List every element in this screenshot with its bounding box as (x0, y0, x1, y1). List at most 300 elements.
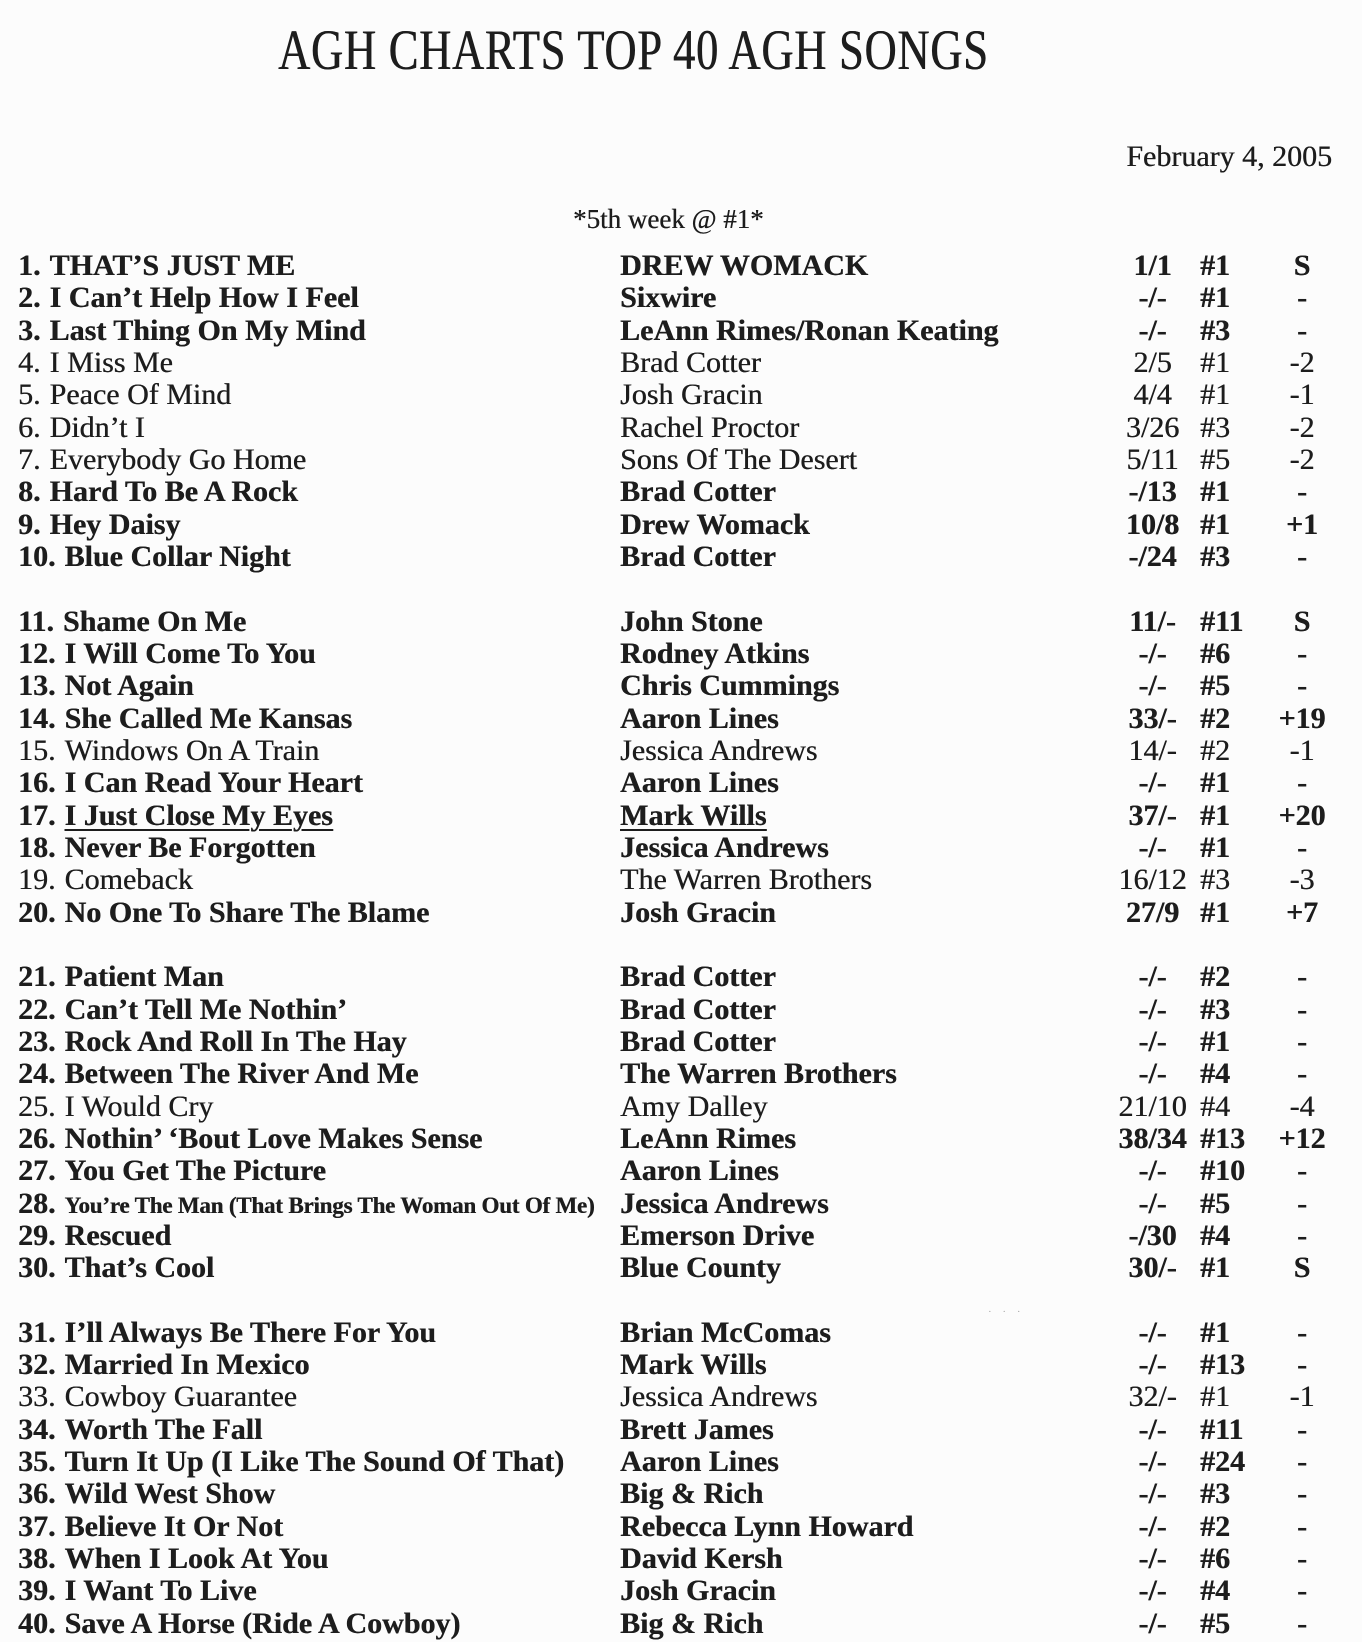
song-peak: #13 (1200, 1348, 1245, 1382)
song-rank: 22. (18, 993, 56, 1026)
song-weeks: 38/34 (1118, 1121, 1187, 1155)
song-change: - (1297, 1348, 1307, 1382)
song-peak: #1 (1200, 378, 1230, 412)
song-change: - (1297, 1412, 1307, 1446)
song-weeks: 1/1 (1133, 249, 1172, 282)
song-title-cell (0, 1349, 620, 1381)
chart-row (0, 476, 1362, 508)
song-peak: #1 (1200, 798, 1230, 832)
song-change: -1 (1289, 1380, 1315, 1414)
song-rank: 17. (18, 799, 56, 832)
song-artist: Blue County (620, 1251, 781, 1285)
chart-row (0, 1414, 1362, 1446)
song-title: Save A Horse (Ride A Cowboy) (64, 1607, 461, 1640)
song-title: I Just Close My Eyes (64, 799, 333, 832)
chart-row (0, 638, 1362, 670)
song-weeks: -/- (1138, 992, 1167, 1026)
song-change: - (1297, 992, 1307, 1026)
song-peak: #3 (1200, 863, 1230, 897)
song-title-cell (0, 509, 620, 541)
song-weeks: 21/10 (1118, 1089, 1187, 1123)
song-weeks: -/- (1138, 1348, 1167, 1382)
song-rank: 2. (18, 282, 41, 315)
song-title: Turn It Up (I Like The Sound Of That) (64, 1446, 565, 1479)
song-title: Didn’t I (49, 411, 145, 444)
song-title-cell (0, 1543, 620, 1575)
song-title-cell (0, 1123, 620, 1155)
song-peak: #4 (1200, 1057, 1230, 1091)
song-title-cell (0, 1058, 620, 1090)
song-rank: 7. (18, 443, 41, 476)
song-weeks: -/- (1138, 1154, 1167, 1188)
chart-row (0, 961, 1362, 993)
song-change: +20 (1278, 798, 1326, 832)
chart-row (0, 347, 1362, 379)
song-peak: #11 (1200, 604, 1244, 638)
chart-row (0, 1575, 1362, 1607)
song-title-cell (0, 638, 620, 670)
song-title-cell (0, 1414, 620, 1446)
song-change: - (1297, 636, 1307, 670)
chart-row (0, 412, 1362, 444)
song-change: S (1293, 249, 1311, 282)
song-peak: #3 (1200, 313, 1230, 347)
chart-row (0, 379, 1362, 411)
song-title: You Get The Picture (64, 1155, 326, 1188)
song-rank: 3. (18, 314, 41, 347)
song-rank: 32. (18, 1349, 56, 1382)
song-weeks: -/- (1138, 1057, 1167, 1091)
week-note: *5th week @ #1* (573, 204, 764, 234)
song-rank: 40. (18, 1607, 56, 1640)
song-peak: #1 (1200, 475, 1230, 509)
song-peak: #1 (1200, 766, 1230, 800)
song-title: You’re The Man (That Brings The Woman Out Of Me) (64, 1192, 595, 1218)
song-weeks: 27/9 (1125, 895, 1180, 929)
song-rank: 37. (18, 1510, 56, 1543)
song-weeks: 11/- (1129, 604, 1176, 638)
song-artist: Chris Cummings (620, 669, 840, 703)
song-weeks: 30/- (1128, 1251, 1177, 1285)
song-peak: #1 (1200, 1024, 1230, 1058)
song-title-cell (0, 1317, 620, 1349)
song-title-cell (0, 315, 620, 347)
song-title-cell (0, 961, 620, 993)
song-artist: Big & Rich (620, 1606, 764, 1640)
chart-row (0, 444, 1362, 476)
song-rank: 28. (18, 1187, 56, 1220)
song-rank: 15. (18, 734, 56, 767)
song-artist: Sixwire (620, 281, 717, 315)
song-artist: Brad Cotter (620, 345, 761, 379)
song-change: - (1297, 539, 1307, 573)
song-artist: Brad Cotter (620, 1024, 776, 1058)
song-title: Worth The Fall (64, 1413, 263, 1446)
song-title: She Called Me Kansas (64, 702, 353, 735)
song-rank: 1. (18, 250, 41, 282)
group-gap (0, 1285, 1362, 1317)
song-title: Married In Mexico (64, 1349, 310, 1382)
song-artist: DREW WOMACK (620, 249, 869, 282)
chart-row (0, 1478, 1362, 1510)
song-weeks: 4/4 (1133, 378, 1172, 412)
song-rank: 39. (18, 1575, 56, 1608)
song-rank: 20. (18, 896, 56, 929)
chart-row (0, 1252, 1362, 1284)
song-title: Comeback (64, 864, 193, 897)
song-peak: #6 (1200, 1542, 1230, 1576)
chart-row (0, 250, 1362, 282)
song-rank: 11. (18, 605, 54, 638)
song-artist: Aaron Lines (620, 1154, 779, 1188)
song-artist: Brad Cotter (620, 539, 776, 573)
song-title-cell (0, 767, 620, 799)
song-title: Patient Man (64, 961, 224, 994)
song-weeks: -/- (1138, 1477, 1167, 1511)
song-rank: 24. (18, 1058, 56, 1091)
song-title-cell (0, 1252, 620, 1284)
song-title: Windows On A Train (64, 734, 320, 767)
song-rank: 9. (18, 508, 41, 541)
song-peak: #3 (1200, 410, 1230, 444)
song-title: Rescued (64, 1219, 172, 1252)
song-title: Hard To Be A Rock (49, 476, 298, 509)
song-change: +7 (1285, 895, 1319, 929)
song-title: Shame On Me (62, 605, 247, 638)
song-change: +1 (1285, 507, 1319, 541)
song-rank: 10. (18, 540, 56, 573)
song-peak: #3 (1200, 1477, 1230, 1511)
song-artist: Jessica Andrews (620, 1186, 829, 1220)
song-artist: Jessica Andrews (620, 733, 818, 767)
song-change: -4 (1289, 1089, 1315, 1123)
song-title: Hey Daisy (49, 508, 181, 541)
song-title-cell (0, 1608, 620, 1640)
song-artist: LeAnn Rimes (620, 1121, 796, 1155)
song-peak: #6 (1200, 636, 1230, 670)
song-artist: Josh Gracin (620, 1574, 776, 1608)
song-peak: #3 (1200, 992, 1230, 1026)
song-peak: #5 (1200, 1186, 1230, 1220)
song-weeks: -/24 (1128, 539, 1177, 573)
chart-row (0, 315, 1362, 347)
song-peak: #2 (1200, 960, 1230, 994)
song-rank: 14. (18, 702, 56, 735)
song-rank: 25. (18, 1090, 56, 1123)
song-change: -2 (1289, 410, 1315, 444)
chart-row (0, 1188, 1362, 1220)
song-weeks: -/30 (1128, 1218, 1177, 1252)
song-rank: 4. (18, 346, 41, 379)
song-change: -1 (1289, 378, 1315, 412)
song-artist: The Warren Brothers (620, 1057, 897, 1091)
song-peak: #1 (1200, 895, 1230, 929)
song-artist: Rachel Proctor (620, 410, 800, 444)
song-title-cell (0, 606, 620, 638)
song-title: Everybody Go Home (49, 443, 307, 476)
song-title-cell (0, 1511, 620, 1543)
song-artist: David Kersh (620, 1542, 783, 1576)
song-weeks: -/- (1138, 1542, 1167, 1576)
song-rank: 13. (18, 670, 56, 703)
song-change: - (1297, 1509, 1307, 1543)
song-title-cell (0, 1446, 620, 1478)
song-weeks: -/- (1138, 960, 1167, 994)
song-rank: 23. (18, 1025, 56, 1058)
chart-row (0, 735, 1362, 767)
song-title-cell (0, 541, 620, 573)
song-peak: #10 (1200, 1154, 1245, 1188)
chart-row (0, 1155, 1362, 1187)
song-rank: 12. (18, 637, 56, 670)
song-change: - (1297, 1606, 1307, 1640)
song-artist: Brad Cotter (620, 960, 776, 994)
song-artist: Aaron Lines (620, 701, 779, 735)
song-peak: #1 (1200, 249, 1230, 282)
song-artist: Rebecca Lynn Howard (620, 1509, 914, 1543)
song-weeks: -/- (1138, 830, 1167, 864)
song-artist: Big & Rich (620, 1477, 764, 1511)
song-rank: 29. (18, 1219, 56, 1252)
song-artist: Sons Of The Desert (620, 442, 857, 476)
song-rank: 21. (18, 961, 56, 994)
chart-row (0, 606, 1362, 638)
song-peak: #3 (1200, 539, 1230, 573)
song-rank: 30. (18, 1252, 56, 1285)
song-artist: Emerson Drive (620, 1218, 815, 1252)
song-change: - (1297, 475, 1307, 509)
page-title: AGH CHARTS TOP 40 AGH SONGS (278, 19, 989, 82)
song-weeks: 37/- (1128, 798, 1177, 832)
song-artist: Drew Womack (620, 507, 810, 541)
song-change: - (1297, 1574, 1307, 1608)
song-weeks: -/13 (1128, 475, 1177, 509)
song-artist: Brad Cotter (620, 992, 776, 1026)
song-weeks: 32/- (1128, 1380, 1177, 1414)
song-title: I Can Read Your Heart (64, 767, 363, 800)
song-peak: #11 (1200, 1412, 1244, 1446)
song-peak: #4 (1200, 1574, 1230, 1608)
song-title: I’ll Always Be There For You (64, 1316, 436, 1349)
song-title: Between The River And Me (64, 1058, 419, 1091)
song-artist: LeAnn Rimes/Ronan Keating (620, 313, 999, 347)
song-title-cell (0, 1026, 620, 1058)
chart-list (0, 250, 1362, 1640)
song-change: S (1293, 604, 1311, 638)
song-title-cell (0, 412, 620, 444)
song-peak: #24 (1200, 1445, 1245, 1479)
song-weeks: -/- (1138, 313, 1167, 347)
song-weeks: 10/8 (1125, 507, 1180, 541)
chart-row (0, 1220, 1362, 1252)
song-title: Peace Of Mind (49, 379, 232, 412)
group-gap (0, 929, 1362, 961)
song-title-cell (0, 1478, 620, 1510)
song-rank: 36. (18, 1478, 56, 1511)
song-title-cell (0, 735, 620, 767)
song-weeks: -/- (1138, 1024, 1167, 1058)
chart-row (0, 703, 1362, 735)
song-artist: Brad Cotter (620, 475, 776, 509)
song-title-cell (0, 444, 620, 476)
song-title-cell (0, 347, 620, 379)
song-weeks: -/- (1138, 1574, 1167, 1608)
song-rank: 27. (18, 1155, 56, 1188)
song-weeks: 2/5 (1133, 345, 1172, 379)
chart-row (0, 1091, 1362, 1123)
chart-row (0, 994, 1362, 1026)
song-title: Believe It Or Not (64, 1510, 284, 1543)
song-weeks: -/- (1138, 281, 1167, 315)
song-title: I Miss Me (49, 346, 173, 379)
song-weeks: 5/11 (1126, 442, 1179, 476)
song-title: Can’t Tell Me Nothin’ (64, 993, 348, 1026)
song-weeks: 16/12 (1118, 863, 1187, 897)
song-peak: #1 (1200, 345, 1230, 379)
chart-row (0, 1446, 1362, 1478)
song-artist: John Stone (620, 604, 763, 638)
song-artist: Mark Wills (620, 798, 767, 832)
song-change: - (1297, 1024, 1307, 1058)
chart-row (0, 767, 1362, 799)
song-title: Wild West Show (64, 1478, 276, 1511)
song-rank: 31. (18, 1316, 56, 1349)
chart-row (0, 1317, 1362, 1349)
song-rank: 33. (18, 1381, 56, 1414)
song-rank: 34. (18, 1413, 56, 1446)
song-artist: Amy Dalley (620, 1089, 768, 1123)
song-title: That’s Cool (64, 1252, 215, 1285)
song-change: -3 (1289, 863, 1315, 897)
song-title: THAT’S JUST ME (49, 250, 296, 282)
song-peak: #13 (1200, 1121, 1245, 1155)
song-peak: #4 (1200, 1218, 1230, 1252)
song-change: - (1297, 1154, 1307, 1188)
song-title-cell (0, 832, 620, 864)
song-artist: The Warren Brothers (620, 863, 872, 897)
song-change: -1 (1289, 733, 1315, 767)
song-change: - (1297, 1445, 1307, 1479)
song-title: I Will Come To You (64, 637, 316, 670)
song-change: - (1297, 1218, 1307, 1252)
song-peak: #1 (1200, 1251, 1230, 1285)
song-weeks: -/- (1138, 766, 1167, 800)
song-title-cell (0, 897, 620, 929)
song-artist: Rodney Atkins (620, 636, 810, 670)
song-peak: #2 (1200, 701, 1230, 735)
chart-row (0, 541, 1362, 573)
song-artist: Aaron Lines (620, 1445, 779, 1479)
song-peak: #1 (1200, 281, 1230, 315)
song-rank: 19. (18, 864, 56, 897)
song-title-cell (0, 864, 620, 896)
song-title-cell (0, 476, 620, 508)
song-artist: Josh Gracin (620, 378, 763, 412)
song-title: Cowboy Guarantee (64, 1381, 297, 1414)
song-title: When I Look At You (64, 1543, 329, 1576)
song-change: - (1297, 669, 1307, 703)
song-change: -2 (1289, 442, 1315, 476)
song-artist: Josh Gracin (620, 895, 776, 929)
song-weeks: 3/26 (1125, 410, 1180, 444)
song-title: Rock And Roll In The Hay (64, 1025, 407, 1058)
song-change: +12 (1278, 1121, 1326, 1155)
song-title: I Can’t Help How I Feel (49, 282, 359, 315)
song-peak: #4 (1200, 1089, 1230, 1123)
song-change: - (1297, 1315, 1307, 1349)
song-weeks: -/- (1138, 1186, 1167, 1220)
chart-row (0, 1608, 1362, 1640)
song-title: I Want To Live (64, 1575, 257, 1608)
chart-row (0, 864, 1362, 896)
song-change: - (1297, 960, 1307, 994)
song-artist: Jessica Andrews (620, 1380, 818, 1414)
song-title-cell (0, 670, 620, 702)
song-change: -2 (1289, 345, 1315, 379)
song-artist: Brett James (620, 1412, 774, 1446)
song-weeks: 33/- (1128, 701, 1177, 735)
chart-row (0, 670, 1362, 702)
song-change: - (1297, 281, 1307, 315)
song-weeks: -/- (1138, 1412, 1167, 1446)
song-weeks: -/- (1138, 1509, 1167, 1543)
song-title: Blue Collar Night (64, 540, 291, 573)
song-rank: 35. (18, 1446, 56, 1479)
song-title-cell (0, 1575, 620, 1607)
chart-row (0, 1123, 1362, 1155)
scan-artifact-dots: · · · (988, 1306, 1025, 1318)
song-title: Not Again (64, 670, 194, 703)
song-change: - (1297, 766, 1307, 800)
song-title: Last Thing On My Mind (49, 314, 366, 347)
chart-row (0, 897, 1362, 929)
song-title-cell (0, 1091, 620, 1123)
chart-row (0, 1026, 1362, 1058)
song-peak: #1 (1200, 507, 1230, 541)
chart-row (0, 832, 1362, 864)
song-peak: #1 (1200, 1315, 1230, 1349)
chart-row (0, 800, 1362, 832)
song-title: No One To Share The Blame (64, 896, 430, 929)
song-artist: Jessica Andrews (620, 830, 829, 864)
song-peak: #5 (1200, 1606, 1230, 1640)
song-title-cell (0, 379, 620, 411)
song-title-cell (0, 282, 620, 314)
song-change: - (1297, 1477, 1307, 1511)
song-peak: #1 (1200, 830, 1230, 864)
chart-row (0, 1381, 1362, 1413)
chart-row (0, 1511, 1362, 1543)
song-weeks: -/- (1138, 1606, 1167, 1640)
chart-row (0, 509, 1362, 541)
song-title-cell (0, 994, 620, 1026)
song-change: +19 (1278, 701, 1326, 735)
song-change: - (1297, 1186, 1307, 1220)
song-title-cell (0, 1220, 620, 1252)
song-change: S (1293, 1251, 1311, 1285)
date: February 4, 2005 (1126, 140, 1332, 173)
song-peak: #2 (1200, 733, 1230, 767)
song-title-cell (0, 1381, 620, 1413)
song-weeks: -/- (1138, 1445, 1167, 1479)
song-rank: 26. (18, 1122, 56, 1155)
chart-row (0, 282, 1362, 314)
song-title-cell (0, 800, 620, 832)
song-peak: #5 (1200, 669, 1230, 703)
song-weeks: -/- (1138, 636, 1167, 670)
song-change: - (1297, 1057, 1307, 1091)
song-peak: #5 (1200, 442, 1230, 476)
